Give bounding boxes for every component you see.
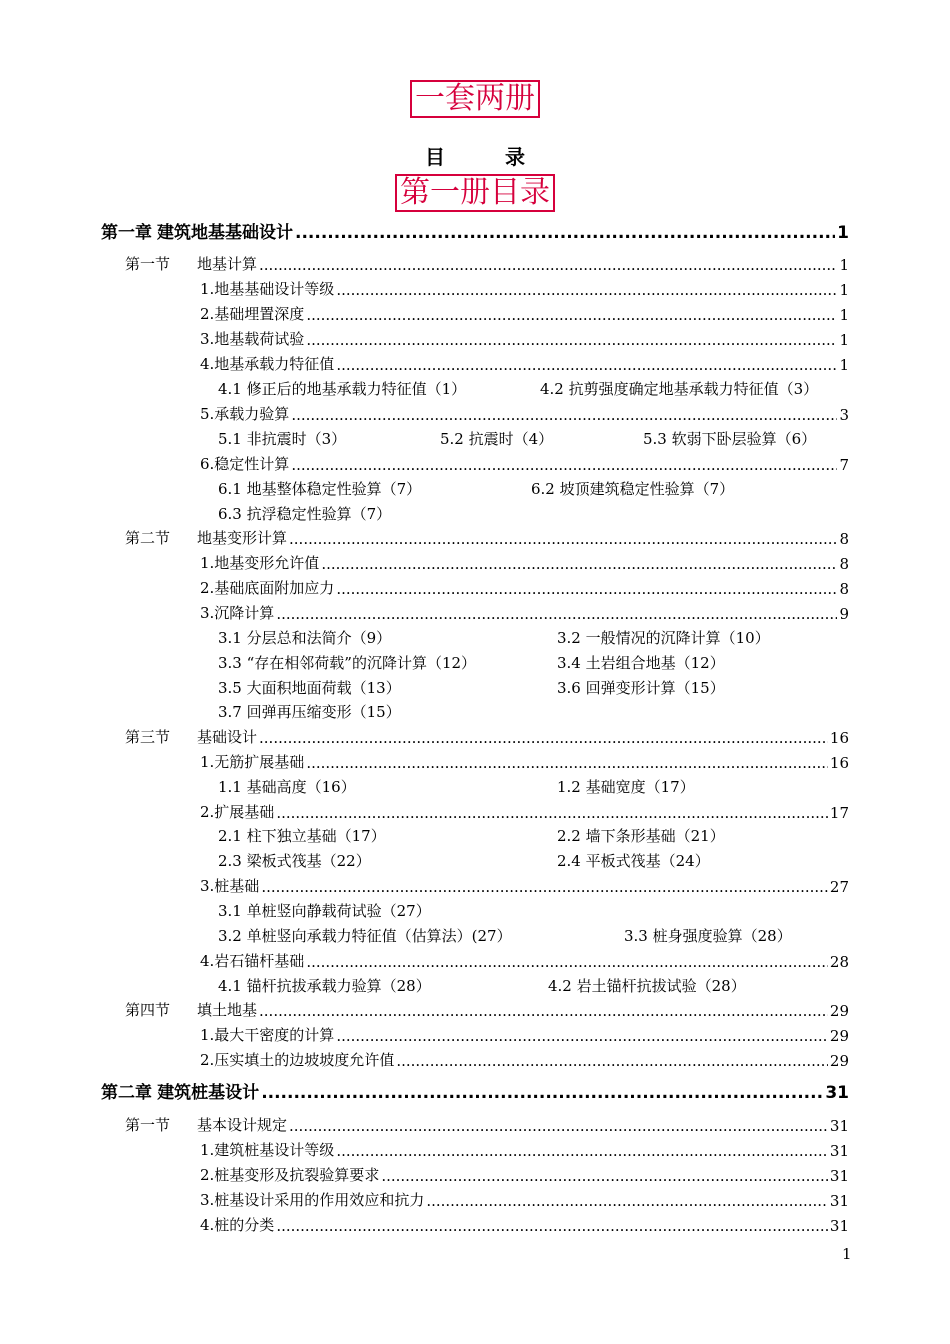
toc-subitem[interactable]: 5.2 抗震时（4） [440,430,554,448]
toc-subitem[interactable]: 4.2 抗剪强度确定地基承载力特征值（3） [540,380,819,398]
toc-section[interactable] [125,1110,849,1135]
set-title-text: 一套两册 [410,80,540,118]
item-title: 3.桩基础 [200,877,260,895]
page-ref: 29 [829,1052,849,1070]
page-ref: 3 [839,406,849,424]
toc-subitem[interactable]: 2.4 平板式筏基（24） [557,852,710,870]
item-title: 1.无筋扩展基础 [200,753,305,771]
item-title: 1.最大干密度的计算 [200,1026,335,1044]
toc-subitem[interactable]: 3.2 单桩竖向承载力特征值（估算法）(27） [218,927,512,945]
dot-leader [295,223,835,243]
section-number: 第一节 [125,1116,171,1134]
dot-leader [261,878,828,896]
page-ref: 8 [839,530,849,548]
toc-item[interactable] [200,1135,849,1160]
section-number: 第四节 [125,1001,171,1019]
toc-subitem[interactable]: 6.3 抗浮稳定性验算（7） [218,505,392,523]
section-number: 第三节 [125,728,171,746]
dot-leader [381,1167,828,1185]
dot-leader [276,804,828,822]
chapter-title: 建筑地基基础设计 [156,223,293,243]
toc-subitem[interactable]: 3.7 回弹再压缩变形（15） [218,703,401,721]
toc-subitem[interactable]: 1.1 基础高度（16） [218,778,356,796]
set-title [0,80,950,118]
toc-subitem[interactable]: 3.6 回弹变形计算（15） [557,679,725,697]
dot-leader [321,555,837,573]
dot-leader [259,1002,828,1020]
dot-leader [336,1027,828,1045]
dot-leader [306,331,837,349]
dot-leader [336,356,837,374]
page-ref: 9 [839,605,849,623]
page-ref: 31 [829,1142,849,1160]
page-ref: 1 [839,356,849,374]
toc-item[interactable] [200,399,849,424]
toc-subitem[interactable]: 6.2 坡顶建筑稳定性验算（7） [531,480,735,498]
dot-leader [336,281,837,299]
volume-title [0,174,950,212]
toc-section[interactable] [125,995,849,1020]
item-title: 2.扩展基础 [200,803,275,821]
toc-subitem[interactable]: 3.4 土岩组合地基（12） [557,654,725,672]
section-title: 地基计算 [197,255,258,273]
item-title: 2.桩基变形及抗裂验算要求 [200,1166,380,1184]
item-title: 6.稳定性计算 [200,455,290,473]
page-ref: 16 [829,754,849,772]
dot-leader [426,1192,828,1210]
page-ref: 1 [839,256,849,274]
item-title: 1.地基基础设计等级 [200,280,335,298]
toc-item[interactable] [200,871,849,896]
toc-item[interactable] [200,449,849,474]
toc-subitem[interactable]: 5.3 软弱下卧层验算（6） [643,430,817,448]
toc-subitem[interactable]: 2.1 柱下独立基础（17） [218,827,386,845]
section-title: 基础设计 [197,728,258,746]
item-title: 3.桩基设计采用的作用效应和抗力 [200,1191,425,1209]
item-title: 2.压实填土的边坡坡度允许值 [200,1051,395,1069]
toc-subitem[interactable]: 6.1 地基整体稳定性验算（7） [218,480,422,498]
chapter-number: 第二章 [101,1083,152,1103]
page-ref: 8 [839,580,849,598]
item-title: 3.地基载荷试验 [200,330,305,348]
toc-item[interactable] [200,548,849,573]
toc-chapter-1[interactable] [101,218,849,243]
item-title: 2.基础底面附加应力 [200,579,335,597]
toc-subitem[interactable]: 3.1 单桩竖向静载荷试验（27） [218,902,431,920]
page-ref: 1 [839,281,849,299]
item-title: 4.岩石锚杆基础 [200,952,305,970]
section-title: 地基变形计算 [197,529,288,547]
toc-item[interactable] [200,324,849,349]
page-ref: 27 [829,878,849,896]
dot-leader [306,306,837,324]
toc-item[interactable] [200,1160,849,1185]
toc-subitem[interactable]: 3.2 一般情况的沉降计算（10） [557,629,770,647]
item-title: 4.桩的分类 [200,1216,275,1234]
toc-item[interactable] [200,797,849,822]
section-number: 第一节 [125,255,171,273]
toc-subitem[interactable]: 3.3 “存在相邻荷载”的沉降计算（12） [218,654,477,672]
page-ref: 31 [829,1117,849,1135]
dot-leader [276,605,837,623]
page-ref: 17 [829,804,849,822]
chapter-title: 建筑桩基设计 [157,1083,260,1103]
toc-section[interactable] [125,523,849,548]
volume-title-text: 第一册目录 [395,174,555,212]
page-ref: 28 [829,953,849,971]
page-ref: 31 [829,1217,849,1235]
toc-item[interactable] [200,1020,849,1045]
page-ref: 1 [837,223,849,243]
toc-item[interactable] [200,274,849,299]
toc-subitem[interactable]: 4.1 修正后的地基承载力特征值（1） [218,380,467,398]
item-title: 2.基础埋置深度 [200,305,305,323]
dot-leader [336,1142,828,1160]
item-title: 5.承载力验算 [200,405,290,423]
dot-leader [291,406,837,424]
page-number: 1 [842,1245,852,1263]
page-ref: 31 [829,1167,849,1185]
dot-leader [289,530,837,548]
toc-subitem[interactable]: 3.5 大面积地面荷载（13） [218,679,401,697]
toc-section[interactable] [125,249,849,274]
toc-subitem[interactable]: 4.1 锚杆抗拔承载力验算（28） [218,977,431,995]
toc-chapter-2[interactable] [101,1078,849,1103]
dot-leader [306,754,828,772]
item-title: 1.地基变形允许值 [200,554,320,572]
page-ref: 31 [829,1192,849,1210]
toc-section[interactable] [125,722,849,747]
toc-item[interactable] [200,946,849,971]
dot-leader [306,953,828,971]
toc-item[interactable] [200,1185,849,1210]
dot-leader [336,580,837,598]
toc-subitem[interactable]: 2.3 梁板式筏基（22） [218,852,371,870]
toc-subitem[interactable]: 1.2 基础宽度（17） [557,778,695,796]
toc-subitem[interactable]: 4.2 岩土锚杆抗拔试验（28） [548,977,746,995]
item-title: 4.地基承载力特征值 [200,355,335,373]
toc-item[interactable] [200,747,849,772]
section-title: 基本设计规定 [197,1116,288,1134]
item-title: 1.建筑桩基设计等级 [200,1141,335,1159]
dot-leader [259,729,828,747]
toc-subitem[interactable]: 5.1 非抗震时（3） [218,430,347,448]
page-ref: 29 [829,1002,849,1020]
section-number: 第二节 [125,529,171,547]
toc-item[interactable] [200,1210,849,1235]
toc-subitem[interactable]: 3.3 桩身强度验算（28） [624,927,792,945]
toc-subitem[interactable]: 3.1 分层总和法简介（9） [218,629,392,647]
section-title: 填土地基 [197,1001,258,1019]
page-ref: 31 [825,1083,849,1103]
page-ref: 1 [839,306,849,324]
dot-leader [289,1117,828,1135]
toc-item[interactable] [200,1045,849,1070]
toc-subitem[interactable]: 2.2 墙下条形基础（21） [557,827,725,845]
page-ref: 7 [839,456,849,474]
dot-leader [396,1052,828,1070]
toc-item[interactable] [200,598,849,623]
toc-item[interactable] [200,349,849,374]
chapter-number: 第一章 [101,223,152,243]
page-ref: 1 [839,331,849,349]
page-ref: 29 [829,1027,849,1045]
page-ref: 16 [829,729,849,747]
dot-leader [259,256,837,274]
dot-leader [276,1217,828,1235]
dot-leader [261,1083,823,1103]
page-ref: 8 [839,555,849,573]
dot-leader [291,456,837,474]
toc-item[interactable] [200,299,849,324]
toc-heading: 目 录 [425,145,545,169]
toc-item[interactable] [200,573,849,598]
item-title: 3.沉降计算 [200,604,275,622]
